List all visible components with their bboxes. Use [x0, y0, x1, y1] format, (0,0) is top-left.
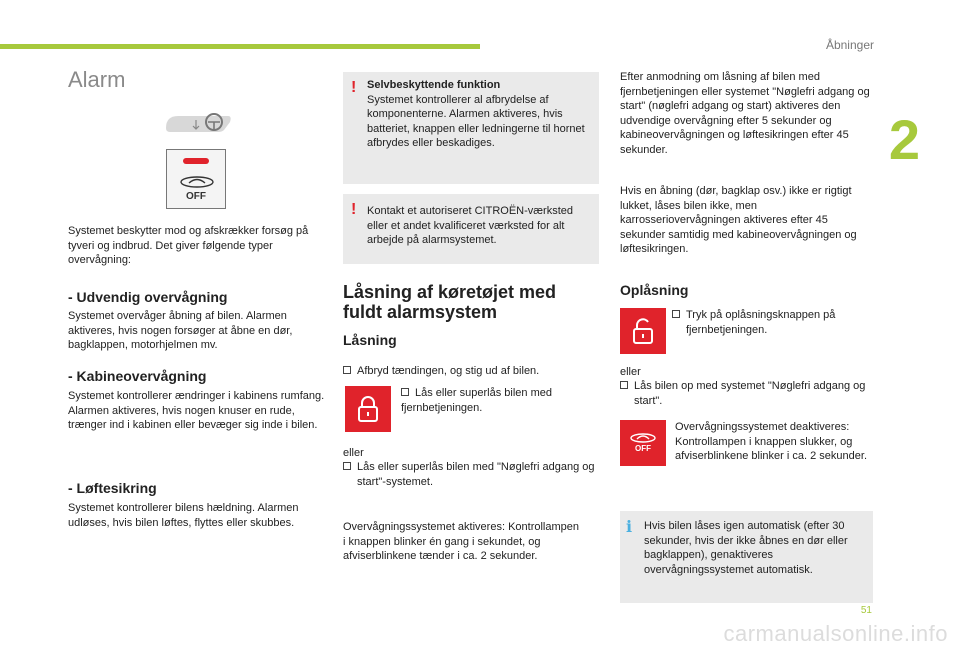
step-text: Lås eller superlås bilen med fjernbetjeningen. — [401, 387, 552, 414]
off-label: OFF — [635, 444, 651, 454]
step-text: Tryk på oplåsningsknappen på fjernbetjeningen. — [686, 309, 836, 336]
warning-icon: ! — [351, 201, 357, 218]
locking-step-1 — [343, 364, 599, 379]
or-text: eller — [343, 447, 364, 459]
warning-box-workshop — [343, 194, 599, 264]
or-text: eller — [620, 366, 641, 378]
cabin-monitoring-text: Systemet kontrollerer ændringer i kabinens rumfang. Alarmen aktiveres, hvis nogen knuser en rude, trænger ind i kabinen eller bevæger sig inde i bilen. — [68, 390, 325, 432]
info-box-relock — [620, 511, 873, 603]
lift-protection-text: Systemet kontrollerer bilens hældning. Alarmen udløses, hvis bilen løftes, flyttes eller skubbes. — [68, 502, 299, 529]
alarm-car-icon — [629, 431, 657, 443]
warning-box-self-protection — [343, 72, 599, 184]
unlocking-step-1 — [672, 308, 872, 337]
alarm-car-icon — [179, 174, 215, 188]
chapter-number: 2 — [888, 108, 920, 171]
heading-unlocking: Oplåsning — [620, 282, 689, 298]
bullet-icon — [401, 388, 409, 396]
alarm-off-button-panel — [166, 149, 226, 209]
step-text: Lås eller superlås bilen med "Nøglefri adgang og start"-systemet. — [357, 461, 595, 488]
page-number: 51 — [860, 605, 872, 616]
info-text: Hvis bilen låses igen automatisk (efter 30 sekunder, hvis der ikke åbnes en dør eller bagklappen), genaktiveres overvågningssystemet automatisk. — [644, 520, 848, 576]
heading-exterior-monitoring: - Udvendig overvågning — [68, 289, 228, 305]
step-text: Lås bilen op med systemet "Nøglefri adgang og start". — [634, 380, 866, 407]
open-door-text: Hvis en åbning (dør, bagklap osv.) ikke er rigtigt lukket, låses bilen ikke, men karrosseriovervågningen aktiveres efter 45 sekunder samtidig med kabineovervågningen og løftesikringen. — [620, 185, 857, 256]
alarm-off-tile — [620, 420, 666, 466]
heading-locking-full-alarm: Låsning af køretøjet med fuldt alarmsystem — [343, 282, 557, 322]
heading-cabin-monitoring: - Kabineovervågning — [68, 368, 207, 384]
locking-step-2 — [401, 386, 591, 415]
bullet-icon — [343, 366, 351, 374]
unlocking-step-2 — [620, 379, 875, 408]
deactivated-text: Overvågningssystemet deaktiveres: Kontrollampen i knappen slukker, og afviserblinkene blinker i ca. 2 sekunder. — [675, 421, 867, 463]
warning-text: Kontakt et autoriseret CITROËN-værksted eller et andet kvalificeret værksted for alt arbejde på alarmsystemet. — [367, 205, 574, 247]
heading-lift-protection: - Løftesikring — [68, 480, 157, 496]
bullet-icon — [672, 310, 680, 318]
header-accent-bar — [0, 44, 480, 49]
activated-text: Overvågningssystemet aktiveres: Kontrollampen i knappen blinker én gang i sekundet, og afviserblinkene tænder i ca. 2 sekunder. — [343, 521, 579, 563]
intro-text: Systemet beskytter mod og afskrækker forsøg på tyveri og indbrud. Det giver følgende typer overvågning: — [68, 225, 309, 267]
bullet-icon — [620, 381, 628, 389]
unlock-icon — [632, 317, 654, 345]
exterior-monitoring-text: Systemet overvåger åbning af bilen. Alarmen aktiveres, hvis nogen forsøger at åbne en dør, bagklappen, motorhjelmen mv. — [68, 310, 293, 352]
watermark: carmanualsonline.info — [723, 621, 948, 646]
unlock-button-tile — [620, 308, 666, 354]
page-title: Alarm — [68, 67, 126, 92]
lock-timing-text: Efter anmodning om låsning af bilen med fjernbetjeningen eller systemet "Nøglefri adgang og start" (nøglefri adgang og start) aktiveres den udvendige overvågning efter 5 sekunder og kabineovervågningen og løftesikringen efter 45 sekunder. — [620, 71, 870, 156]
warning-title: Selvbeskyttende funktion — [367, 79, 501, 91]
lock-icon — [357, 395, 379, 423]
lock-button-tile — [345, 386, 391, 432]
steering-wheel-icon — [162, 108, 234, 136]
off-label: OFF — [186, 191, 206, 202]
section-name: Åbninger — [825, 38, 874, 52]
info-icon: i — [626, 517, 633, 536]
step-text: Afbryd tændingen, og stig ud af bilen. — [357, 365, 540, 377]
warning-text: Systemet kontrollerer al afbrydelse af komponenterne. Alarmen aktiveres, hvis batteriet, knappen eller ledningerne til hornet afbrydes eller beskadiges. — [367, 93, 585, 150]
warning-icon: ! — [351, 79, 357, 96]
heading-locking: Låsning — [343, 332, 397, 348]
locking-step-3 — [343, 460, 599, 489]
bullet-icon — [343, 462, 351, 470]
